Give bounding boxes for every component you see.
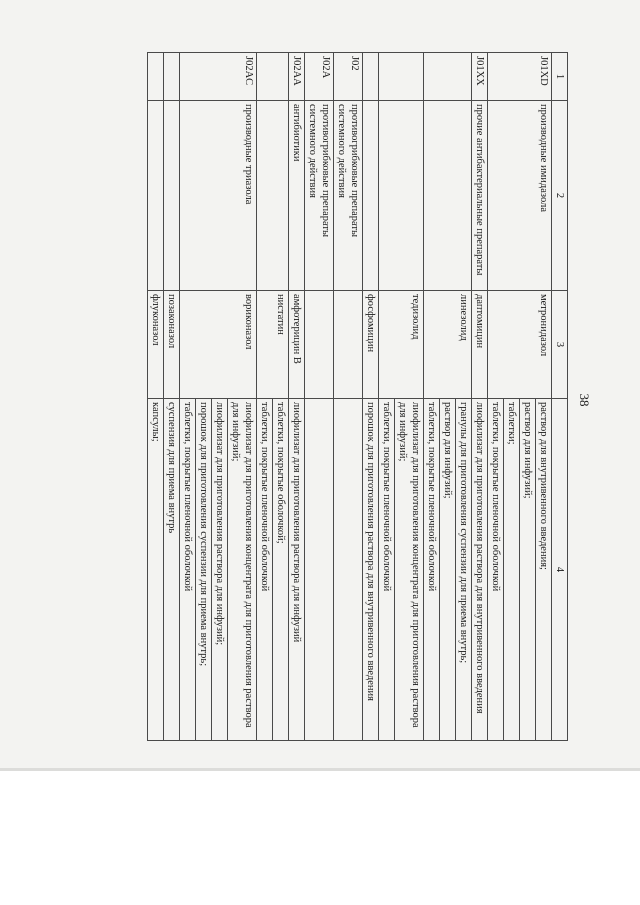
group-name-cell bbox=[257, 101, 289, 291]
drug-name-cell: фосфомицин bbox=[363, 291, 379, 399]
atc-code-cell bbox=[164, 53, 180, 101]
group-name-cell: антибиотики bbox=[289, 101, 305, 291]
group-name-cell: противогрибковые препараты системного действия bbox=[305, 101, 334, 291]
dosage-form-cell bbox=[334, 399, 363, 741]
dosage-form-cell: таблетки, покрытые оболочкой; bbox=[273, 399, 289, 741]
atc-code-cell: J01XD bbox=[488, 53, 552, 101]
dosage-form-cell: раствор для инфузий; bbox=[440, 399, 456, 741]
table-row bbox=[472, 53, 488, 741]
drug-name-cell: вориконазол bbox=[180, 291, 257, 399]
dosage-form-cell: лиофилизат для приготовления концентрата для приготовления раствора для инфузий; bbox=[395, 399, 424, 741]
group-name-cell bbox=[148, 101, 164, 291]
scan-edge bbox=[0, 768, 640, 771]
table-body bbox=[148, 53, 552, 741]
drug-name-cell bbox=[305, 291, 334, 399]
dosage-form-cell: лиофилизат для приготовления раствора для инфузий bbox=[289, 399, 305, 741]
table-row bbox=[273, 53, 289, 741]
dosage-form-cell: таблетки, покрытые пленочной оболочкой bbox=[379, 399, 395, 741]
dosage-form-cell: таблетки, покрытые пленочной оболочкой bbox=[488, 399, 504, 741]
table-row bbox=[395, 53, 424, 741]
dosage-form-cell: таблетки, покрытые пленочной оболочкой bbox=[424, 399, 440, 741]
group-name-cell: производные триазола bbox=[180, 101, 257, 291]
group-name-cell bbox=[164, 101, 180, 291]
dosage-form-cell: таблетки; bbox=[504, 399, 520, 741]
atc-code-cell: J02AC bbox=[180, 53, 257, 101]
dosage-form-cell: лиофилизат для приготовления концентрата для приготовления раствора для инфузий; bbox=[228, 399, 257, 741]
dosage-form-cell: лиофилизат для приготовления раствора для инфузий; bbox=[212, 399, 228, 741]
table-row bbox=[536, 53, 552, 741]
table-row bbox=[334, 53, 363, 741]
group-name-cell: противогрибковые препараты системного действия bbox=[334, 101, 363, 291]
header-col-3: 3 bbox=[552, 291, 568, 399]
group-name-cell: прочие антибактериальные препараты bbox=[472, 101, 488, 291]
atc-code-cell: J02AA bbox=[289, 53, 305, 101]
table-row bbox=[456, 53, 472, 741]
atc-code-cell: J02A bbox=[305, 53, 334, 101]
drug-name-cell: позаконазол bbox=[164, 291, 180, 399]
group-name-cell bbox=[363, 101, 379, 291]
dosage-form-cell bbox=[305, 399, 334, 741]
drug-name-cell: линезолид bbox=[424, 291, 472, 399]
drug-name-cell: даптомицин bbox=[472, 291, 488, 399]
table-row bbox=[289, 53, 305, 741]
drug-name-cell: тедизолид bbox=[379, 291, 424, 399]
atc-code-cell bbox=[148, 53, 164, 101]
group-name-cell bbox=[379, 101, 424, 291]
dosage-form-cell: порошок для приготовления раствора для внутривенного введения bbox=[363, 399, 379, 741]
header-col-1: 1 bbox=[552, 53, 568, 101]
dosage-form-cell: капсулы; bbox=[148, 399, 164, 741]
group-name-cell: производные имидазола bbox=[488, 101, 552, 291]
atc-code-cell bbox=[379, 53, 424, 101]
atc-code-cell bbox=[257, 53, 289, 101]
header-col-4: 4 bbox=[552, 399, 568, 741]
table-row bbox=[305, 53, 334, 741]
table-row bbox=[363, 53, 379, 741]
dosage-form-cell: порошок для приготовления суспензии для приема внутрь; bbox=[196, 399, 212, 741]
header-col-2: 2 bbox=[552, 101, 568, 291]
atc-code-cell: J02 bbox=[334, 53, 363, 101]
drug-table bbox=[147, 52, 568, 741]
dosage-form-cell: таблетки, покрытые пленочной оболочкой bbox=[257, 399, 273, 741]
drug-name-cell: флуконазол bbox=[148, 291, 164, 399]
dosage-form-cell: таблетки, покрытые пленочной оболочкой bbox=[180, 399, 196, 741]
drug-name-cell bbox=[334, 291, 363, 399]
atc-code-cell bbox=[363, 53, 379, 101]
drug-name-cell: нистатин bbox=[257, 291, 289, 399]
table-row bbox=[164, 53, 180, 741]
group-name-cell bbox=[424, 101, 472, 291]
table-row bbox=[148, 53, 164, 741]
dosage-form-cell: лиофилизат для приготовления раствора для внутривенного введения bbox=[472, 399, 488, 741]
atc-code-cell bbox=[424, 53, 472, 101]
table-row bbox=[228, 53, 257, 741]
dosage-form-cell: суспензия для приема внутрь bbox=[164, 399, 180, 741]
dosage-form-cell: гранулы для приготовления суспензии для приема внутрь; bbox=[456, 399, 472, 741]
dosage-form-cell: раствор для инфузий; bbox=[520, 399, 536, 741]
dosage-form-cell: раствор для внутривенного введения; bbox=[536, 399, 552, 741]
header-row bbox=[552, 53, 568, 741]
rotated-page-content bbox=[80, 52, 592, 740]
drug-name-cell: метронидазол bbox=[488, 291, 552, 399]
page-number: 38 bbox=[577, 393, 592, 407]
atc-code-cell: J01XX bbox=[472, 53, 488, 101]
drug-name-cell: амфотерицин В bbox=[289, 291, 305, 399]
